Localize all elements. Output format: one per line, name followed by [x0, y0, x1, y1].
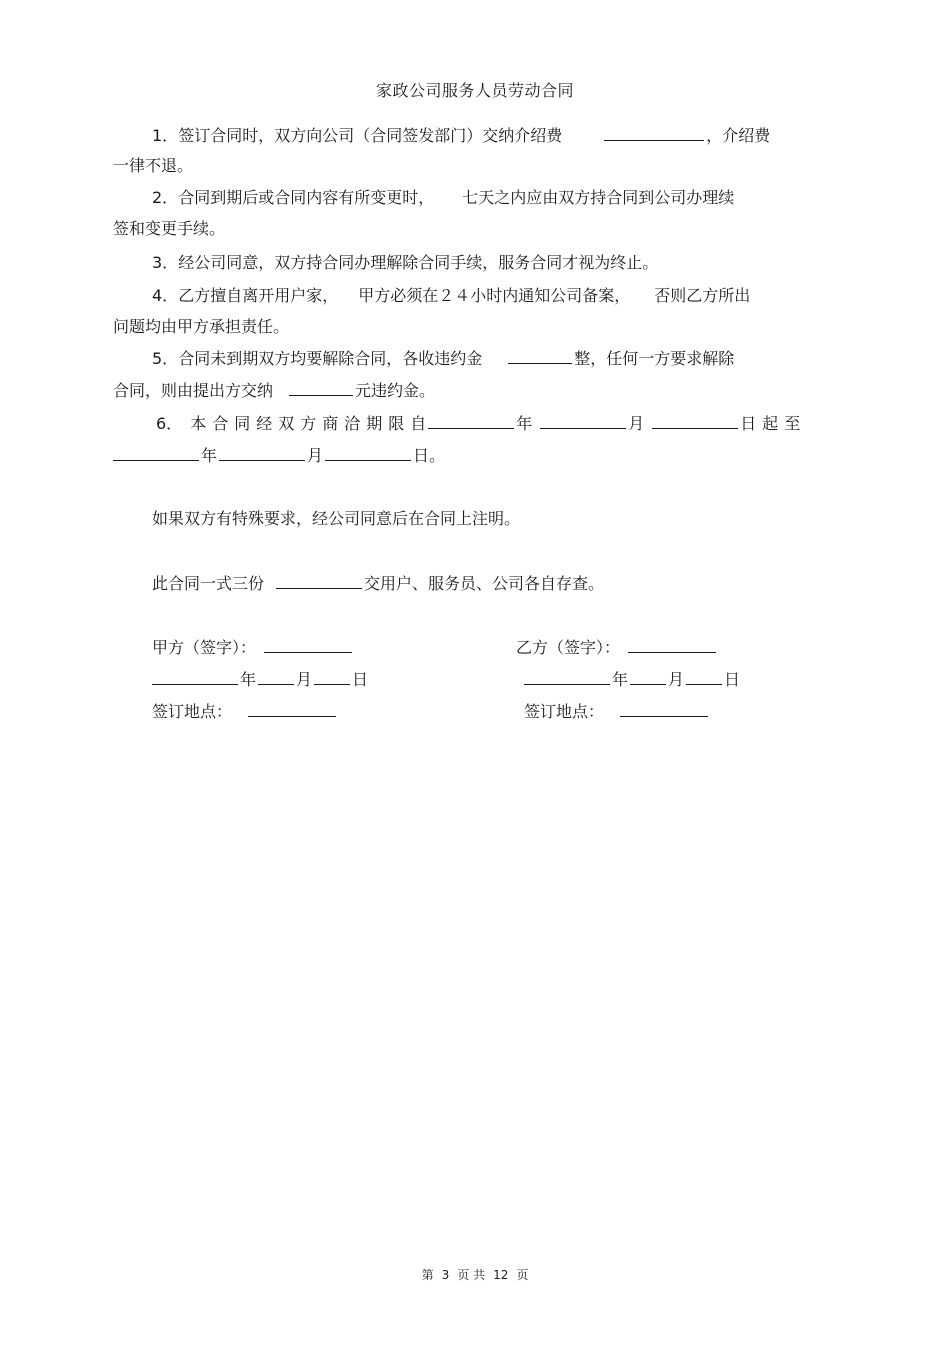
penalty-amount-blank — [508, 347, 572, 364]
clause-5-text-c: 合同，则由提出方交纳 — [113, 381, 274, 400]
party-b-month-blank — [630, 668, 666, 685]
end-day-blank — [325, 444, 411, 461]
end-month-label: 月 — [307, 446, 324, 465]
clause-1-line-1 — [152, 124, 770, 147]
end-year-blank — [113, 444, 199, 461]
clause-5-text-d: 元违约金。 — [355, 381, 436, 400]
clause-1-text-b: ，介绍费 — [706, 126, 771, 145]
copies-note — [152, 572, 604, 595]
clause-2-number: 2． — [152, 188, 179, 207]
clause-1-line-2: 一律不退。 — [113, 156, 194, 175]
party-b-year-blank — [524, 668, 610, 685]
start-year-label: 年 — [516, 414, 539, 433]
end-month-blank — [219, 444, 305, 461]
party-a-year-label: 年 — [240, 670, 257, 689]
party-a-sign-label: 甲方（签字）： — [152, 638, 257, 657]
clause-6-line-2 — [113, 444, 445, 467]
footer-page-number: 3 — [441, 1268, 450, 1282]
footer-prefix: 第 — [421, 1268, 434, 1282]
clause-6-number: 6． — [156, 414, 183, 433]
start-month-blank — [540, 412, 626, 429]
clause-4-line-2: 问题均由甲方承担责任。 — [113, 317, 290, 336]
party-b-day-label: 日 — [724, 670, 741, 689]
clause-2-line-1 — [152, 187, 734, 209]
party-b-month-label: 月 — [668, 670, 685, 689]
clause-4-text-a: 乙方擅自离开用户家， — [178, 286, 339, 305]
party-a-place-line — [152, 700, 338, 723]
party-b-sign-line — [516, 636, 718, 659]
party-a-month-label: 月 — [296, 670, 313, 689]
clause-3-number: 3． — [152, 253, 179, 272]
start-month-label: 月 — [628, 414, 651, 433]
clause-6-text-a: 本合同经双方商洽期限自 — [190, 414, 433, 433]
party-b-date-line — [524, 668, 740, 691]
party-a-sign-line — [152, 636, 354, 659]
clause-4-line-1 — [152, 285, 750, 307]
end-day-label: 日。 — [413, 446, 446, 465]
page-footer — [0, 1266, 950, 1283]
footer-mid: 页 共 — [457, 1268, 486, 1282]
start-day-blank — [652, 412, 738, 429]
end-year-label: 年 — [201, 446, 218, 465]
party-a-sign-blank — [264, 636, 352, 653]
clause-6-line-1 — [156, 412, 806, 435]
footer-suffix: 页 — [516, 1268, 529, 1282]
document-title: 家政公司服务人员劳动合同 — [375, 81, 574, 100]
intro-fee-blank — [604, 124, 704, 141]
clause-5-text-a: 合同未到期双方均要解除合同，各收违约金 — [178, 349, 483, 368]
party-a-date-line — [152, 668, 368, 691]
clause-4-number: 4． — [152, 286, 179, 305]
clause-5-number: 5． — [152, 349, 179, 368]
clause-5-line-2 — [113, 379, 435, 402]
party-a-month-blank — [258, 668, 294, 685]
party-a-year-blank — [152, 668, 238, 685]
clause-2-line-2: 签和变更手续。 — [113, 219, 226, 238]
party-b-year-label: 年 — [612, 670, 629, 689]
party-b-sign-label: 乙方（签字）： — [516, 638, 621, 657]
party-b-sign-blank — [628, 636, 716, 653]
party-a-place-blank — [248, 700, 336, 717]
clause-5-text-b: 整，任何一方要求解除 — [574, 349, 735, 368]
party-a-place-label: 签订地点： — [152, 702, 233, 721]
party-a-day-blank — [314, 668, 350, 685]
party-b-place-line — [524, 700, 710, 723]
party-b-place-label: 签订地点： — [524, 702, 605, 721]
clause-1-number: 1． — [152, 126, 179, 145]
party-b-day-blank — [686, 668, 722, 685]
clause-1-text-a: 签订合同时，双方向公司（合同签发部门）交纳介绍费 — [178, 126, 563, 145]
clause-5-line-1 — [152, 347, 734, 370]
start-year-blank — [428, 412, 514, 429]
clause-3-line-1 — [152, 252, 658, 274]
clause-3-text: 经公司同意，双方持合同办理解除合同手续，服务合同才视为终止。 — [178, 253, 659, 272]
special-requirements-note: 如果双方有特殊要求，经公司同意后在合同上注明。 — [152, 509, 521, 528]
penalty-fee-blank — [289, 379, 353, 396]
start-day-label: 日起至 — [740, 414, 807, 433]
footer-total-pages: 12 — [493, 1268, 509, 1282]
clause-2-text-b: 七天之内应由双方持合同到公司办理续 — [462, 188, 735, 207]
party-b-place-blank — [620, 700, 708, 717]
copies-text-b: 交用户、服务员、公司各自存查。 — [364, 574, 605, 593]
copies-blank — [276, 572, 362, 589]
clause-2-text-a: 合同到期后或合同内容有所变更时， — [178, 188, 435, 207]
clause-4-text-b: 甲方必须在２４小时内通知公司备案， — [358, 286, 631, 305]
party-a-day-label: 日 — [352, 670, 369, 689]
clause-4-text-c: 否则乙方所出 — [654, 286, 751, 305]
copies-text-a: 此合同一式三份 — [152, 574, 265, 593]
